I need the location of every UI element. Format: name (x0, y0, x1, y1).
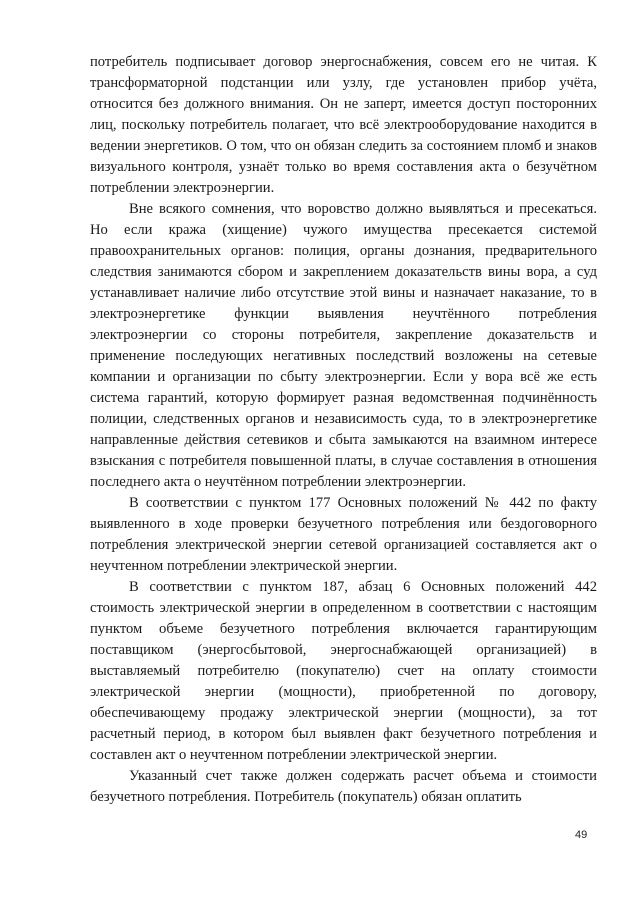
paragraph: Указанный счет также должен содержать расчет объема и стоимости безучетного потребления. Потребитель (покупатель) обязан оплатить (90, 768, 597, 805)
paragraph: В соответствии с пунктом 177 Основных положений № 442 по факту выявленного в ходе проверки безучетного потребления или бездоговорного потребления электрической энергии сетевой организацией составляется акт о неучтенном потреблении электрической энергии. (90, 495, 597, 574)
paragraph: В соответствии с пунктом 187, абзац 6 Основных положений 442 стоимость электрической энергии в определенном в соответствии с настоящим пунктом объеме безучетного потребления включается гарантирующим поставщиком (энергосбытовой, энергоснабжающей организацией) в выставляемый потребителю (покупателю) счет на оплату стоимости электрической энергии (мощности), приобретенной по договору, обеспечивающему продажу электрической энергии (мощности), за тот расчетный период, в котором был выявлен факт безучетного потребления и составлен акт о неучтенном потреблении электрической энергии. (90, 579, 597, 763)
paragraph: Вне всякого сомнения, что воровство должно выявляться и пресекаться. Но если кража (хищение) чужого имущества пресекается системой правоохранительных органов: полиция, органы дознания, предварительного следствия занимаются сбором и закреплением доказательств вины вора, а суд устанавливает наличие либо отсутствие этой вины и назначает наказание, то в электроэнергетике функции выявления неучтённого потребления электроэнергии со стороны потребителя, закрепление доказательств и применение последующих негативных последствий возложены на сетевые компании и организации по сбыту электроэнергии. Если у вора всё же есть система гарантий, которую формирует разная ведомственная подчинённость полиции, следственных органов и независимость суда, то в электроэнергетике направленные действия сетевиков и сбыта замыкаются на взаимном интересе взыскания с потребителя повышенной платы, в случае составления в отношения последнего акта о неучтённом потреблении электроэнергии. (90, 201, 597, 490)
paragraph-continuation: потребитель подписывает договор энергоснабжения, совсем его не читая. К трансформаторной подстанции или узлу, где установлен прибор учёта, относится без должного внимания. Он не заперт, имеется доступ посторонних лиц, поскольку потребитель полагает, что всё электрооборудование находится в ведении энергетиков. О том, что он обязан следить за состоянием пломб и знаков визуального контроля, узнаёт только во время составления акта о безучётном потреблении электроэнергии. (90, 54, 597, 196)
body-text (90, 52, 597, 808)
page-number: 49 (575, 829, 588, 841)
